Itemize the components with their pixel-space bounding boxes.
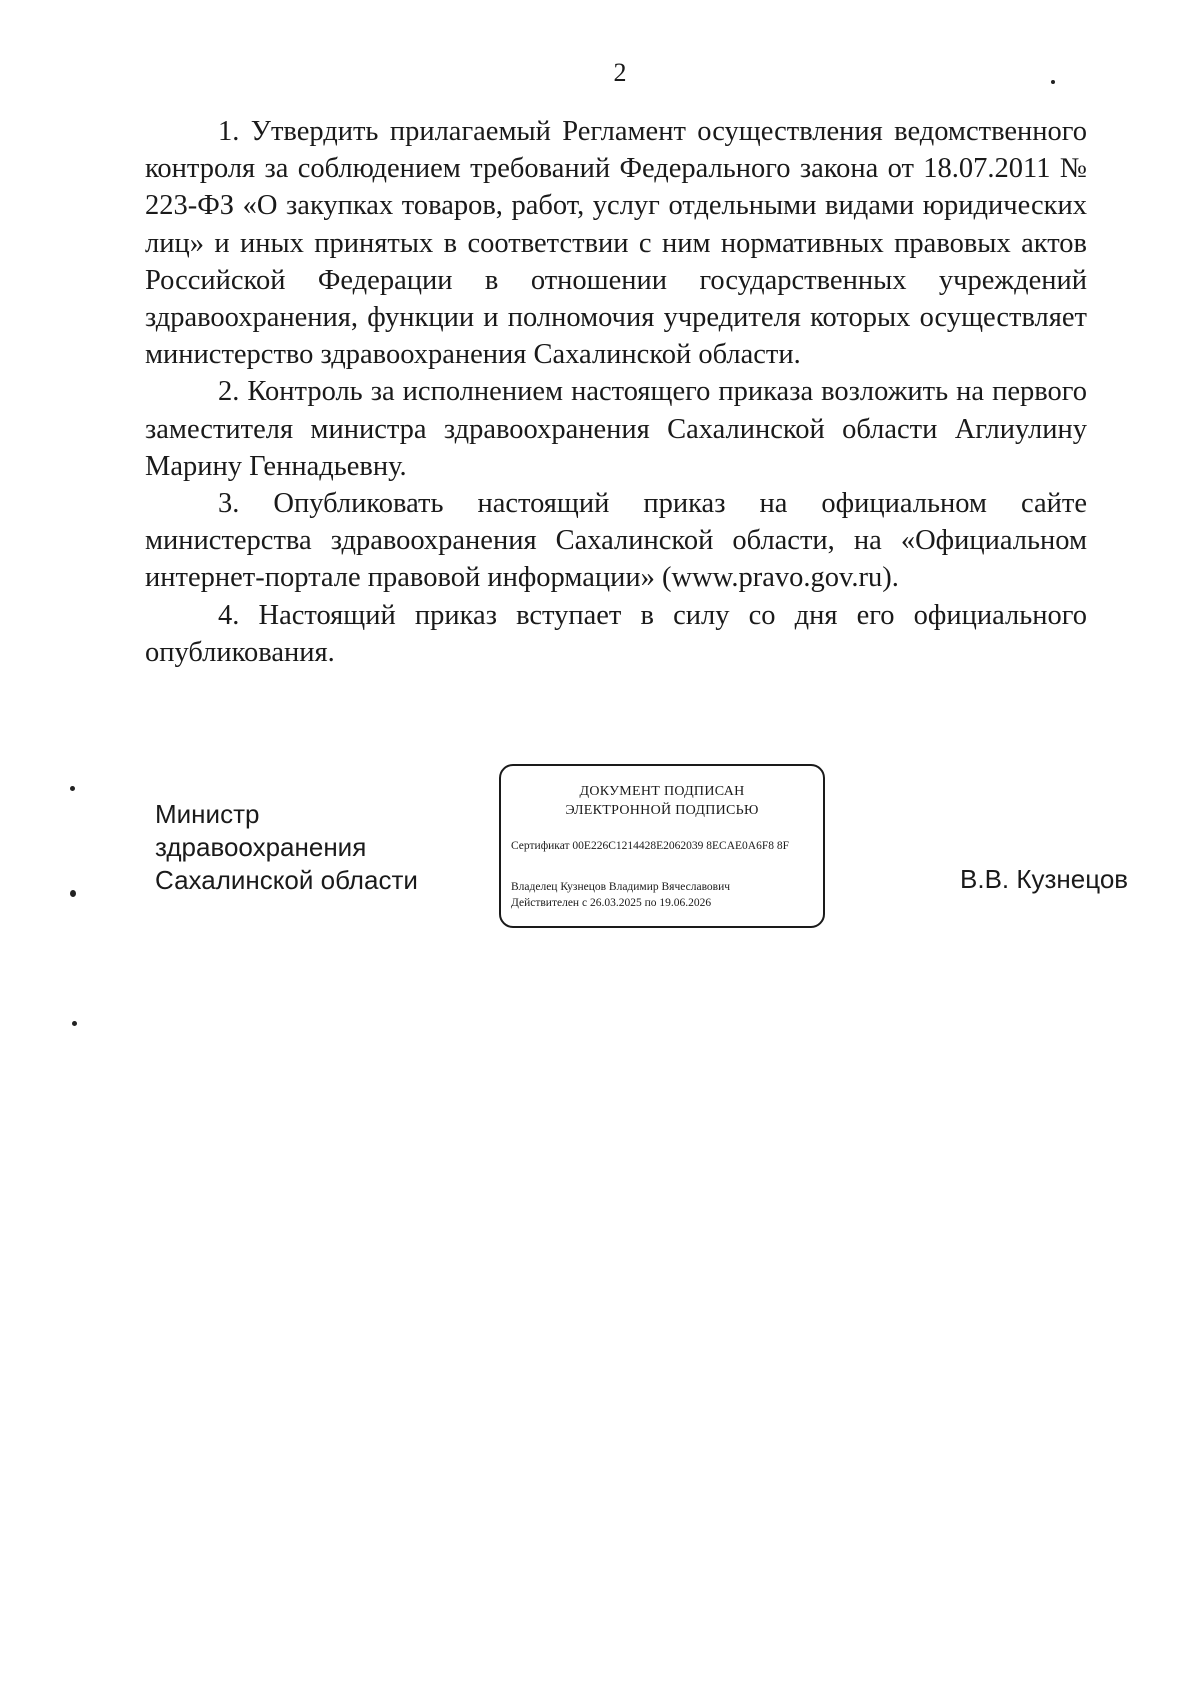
scan-speck [72, 1021, 77, 1026]
stamp-certificate: Сертификат 00E226C1214428E2062039 8ECAE0A6F8 8F [511, 840, 790, 852]
paragraph-1: 1. Утвердить прилагаемый Регламент осуществления ведомственного контроля за соблюдением требований Федерального закона от 18.07.2011 № 223-ФЗ «О закупках товаров, работ, услуг отдельными видами юридических лиц» и иных принятых в соответствии с ним нормативных правовых актов Российской Федерации в отношении государственных учреждений здравоохранения, функции и полномочия учредителя которых осуществляет министерство здравоохранения Сахалинской области. [145, 116, 1087, 371]
electronic-signature-stamp [499, 764, 825, 928]
paragraph-3: 3. Опубликовать настоящий приказ на официальном сайте министерства здравоохранения Сахалинской области, на «Официальном интернет-портале правовой информации» (www.pravo.gov.ru). [145, 488, 1087, 594]
stamp-owner: Владелец Кузнецов Владимир Вячеславович [511, 881, 731, 893]
signer-position-line-1: Министр [155, 799, 260, 829]
scan-speck [70, 786, 75, 791]
signer-position-line-2: здравоохранения [155, 832, 367, 862]
stamp-title-line-2: ЭЛЕКТРОННОЙ ПОДПИСЬЮ [565, 803, 759, 818]
paragraph-2: 2. Контроль за исполнением настоящего приказа возложить на первого заместителя министра здравоохранения Сахалинской области Аглиулину Марину Геннадьевну. [145, 376, 1087, 482]
stamp-title [501, 782, 823, 820]
signer-name: В.В. Кузнецов [960, 864, 1129, 894]
signer-position-line-3: Сахалинской области [155, 865, 418, 895]
page-number: 2 [613, 58, 627, 87]
paragraph-4: 4. Настоящий приказ вступает в силу со дня его официального опубликования. [145, 599, 1087, 668]
stamp-validity: Действителен с 26.03.2025 по 19.06.2026 [511, 897, 712, 909]
stamp-title-line-1: ДОКУМЕНТ ПОДПИСАН [579, 784, 745, 799]
signer-position [155, 798, 418, 897]
order-body [145, 113, 1087, 671]
scan-speck [1051, 80, 1055, 84]
scan-speck [70, 890, 76, 897]
